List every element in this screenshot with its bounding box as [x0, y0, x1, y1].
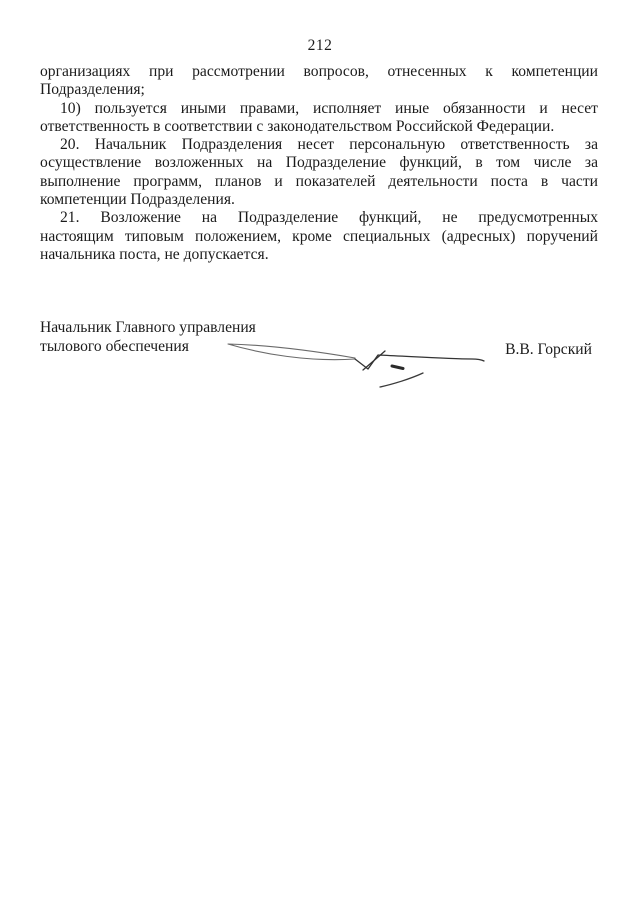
signature-ink: [220, 336, 500, 394]
signatory-name: В.В. Горский: [505, 341, 592, 358]
text-line: выполнение программ, планов и показателей деятельности поста в части: [40, 172, 598, 190]
text-line: осуществление возложенных на Подразделение функций, в том числе за: [40, 154, 598, 172]
text-line: начальника поста, не допускается.: [40, 245, 269, 263]
document-body: [40, 63, 598, 264]
text-line: 10) пользуется иными правами, исполняет иные обязанности и несет: [60, 99, 598, 117]
text-line: 21. Возложение на Подразделение функций, не предусмотренных: [60, 209, 598, 227]
signatory-title-line2: тылового обеспечения: [40, 337, 189, 355]
text-line: ответственность в соответствии с законодательством Российской Федерации.: [40, 117, 555, 135]
text-line: компетенции Подразделения.: [40, 191, 235, 209]
text-line: 20. Начальник Подразделения несет персональную ответственность за: [60, 136, 598, 154]
page-number: 212: [307, 37, 333, 54]
text-line: организациях при рассмотрении вопросов, отнесенных к компетенции: [40, 63, 598, 80]
signatory-title-line1: Начальник Главного управления: [40, 319, 256, 336]
text-line: настоящим типовым положением, кроме специальных (адресных) поручений: [40, 227, 598, 245]
text-line: Подразделения;: [40, 81, 145, 99]
